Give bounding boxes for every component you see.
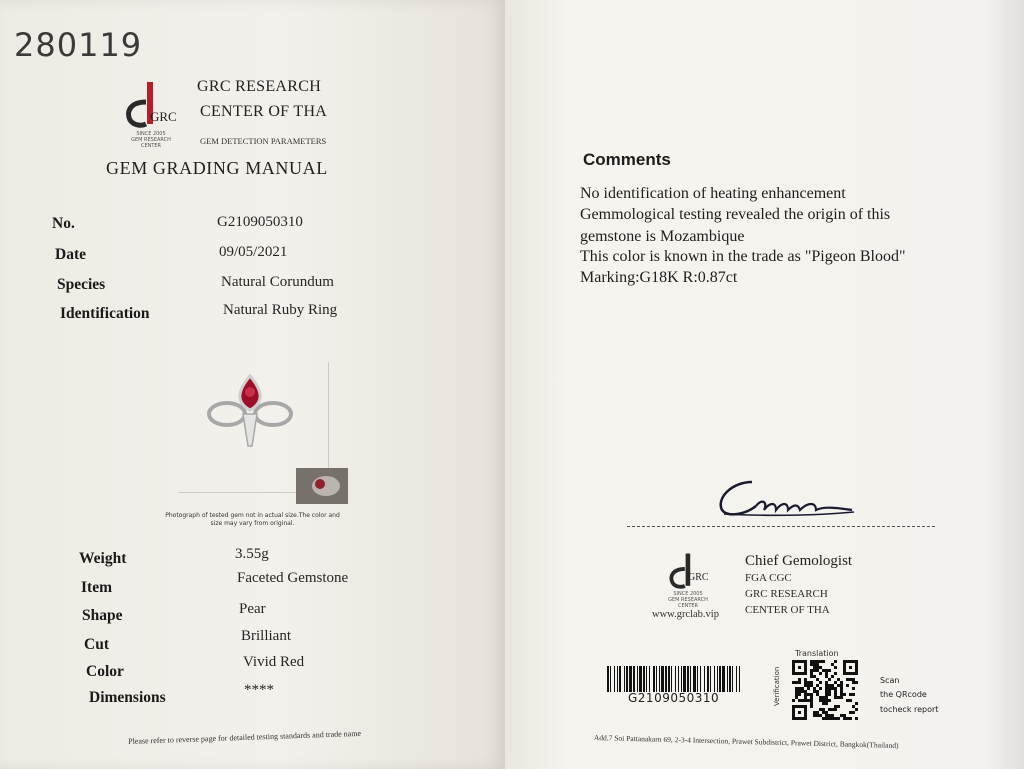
qr-verification-label: Verification [773,666,781,706]
label-shape: Shape [82,607,123,624]
label-date: Date [55,246,86,263]
handwritten-signature [712,476,862,522]
comment-line: gemstone is Mozambique [580,228,745,245]
value-identification: Natural Ruby Ring [223,302,338,318]
label-color: Color [86,663,124,680]
org-subtitle: GEM DETECTION PARAMETERS [200,136,327,146]
left-page [0,0,505,769]
scan-instruction: tocheck report [880,705,939,714]
comment-line: No identification of heating enhancement [580,185,846,202]
barcode-number: G2109050310 [628,691,720,705]
value-shape: Pear [239,601,266,617]
comment-line: Marking:G18K R:0.87ct [580,269,738,286]
value-weight: 3.55g [235,546,269,562]
value-no: G2109050310 [217,214,303,230]
logo-small-center: GEM RESEARCH CENTER [668,597,708,609]
ruby-ring-image [205,372,295,454]
grc-logo [124,80,184,150]
org-name-line1: GRC RESEARCH [197,78,322,95]
qr-code [792,660,858,720]
stamp-number: 280119 [14,26,143,64]
credentials: FGA CGC [745,572,792,584]
value-item: Faceted Gemstone [237,570,349,586]
gem-thumbnail [296,468,348,504]
logo-small-letters: GRC [688,572,709,583]
signatory-org-line2: CENTER OF THA [745,604,830,616]
chief-gemologist-title: Chief Gemologist [745,553,853,569]
label-cut: Cut [84,636,109,653]
label-item: Item [81,579,112,596]
signature-line [627,526,935,527]
qr-translation-label: Translation [795,649,839,658]
logo-letters: GRC [150,109,177,124]
logo-since: SINCE 2005 [136,131,166,137]
signatory-org-line1: GRC RESEARCH [745,588,828,600]
comment-line: This color is known in the trade as "Pigeon Blood" [580,248,906,265]
document-title: GEM GRADING MANUAL [106,158,328,178]
barcode [607,666,742,692]
logo-center: GEM RESEARCH CENTER [131,137,171,149]
label-dimensions: Dimensions [89,689,166,706]
value-species: Natural Corundum [221,274,334,290]
footnote-reverse-page: Please refer to reverse page for detailed testing standards and trade name [128,728,362,746]
logo-small-since: SINCE 2005 [673,591,703,597]
photo-caption: Photograph of tested gem not in actual size.The color and size may vary from original. [165,512,340,527]
comment-line: Gemmological testing revealed the origin of this [580,206,891,223]
label-no: No. [52,215,75,232]
label-identification: Identification [60,305,150,322]
address-footer: Add.7 Soi Pattanakarn 69, 2-3-4 Intersection, Prawet Subdistrict, Prawet District, Bangkok(Thailand) [593,733,899,750]
page-fold-shadow [984,0,1024,769]
right-page [505,0,1024,769]
comments-title: Comments [583,150,671,169]
org-name-line2: CENTER OF THA [200,103,328,120]
value-dimensions: **** [244,682,274,698]
label-species: Species [57,276,106,293]
grc-logo-small [666,552,716,609]
value-cut: Brilliant [241,628,291,644]
scan-instruction: Scan [880,676,900,685]
scan-instruction: the QRcode [880,690,927,699]
value-color: Vivid Red [243,654,305,670]
thumbnail-image [296,468,348,504]
label-weight: Weight [79,550,127,567]
website-url: www.grclab.vip [652,609,719,620]
value-date: 09/05/2021 [219,244,288,260]
